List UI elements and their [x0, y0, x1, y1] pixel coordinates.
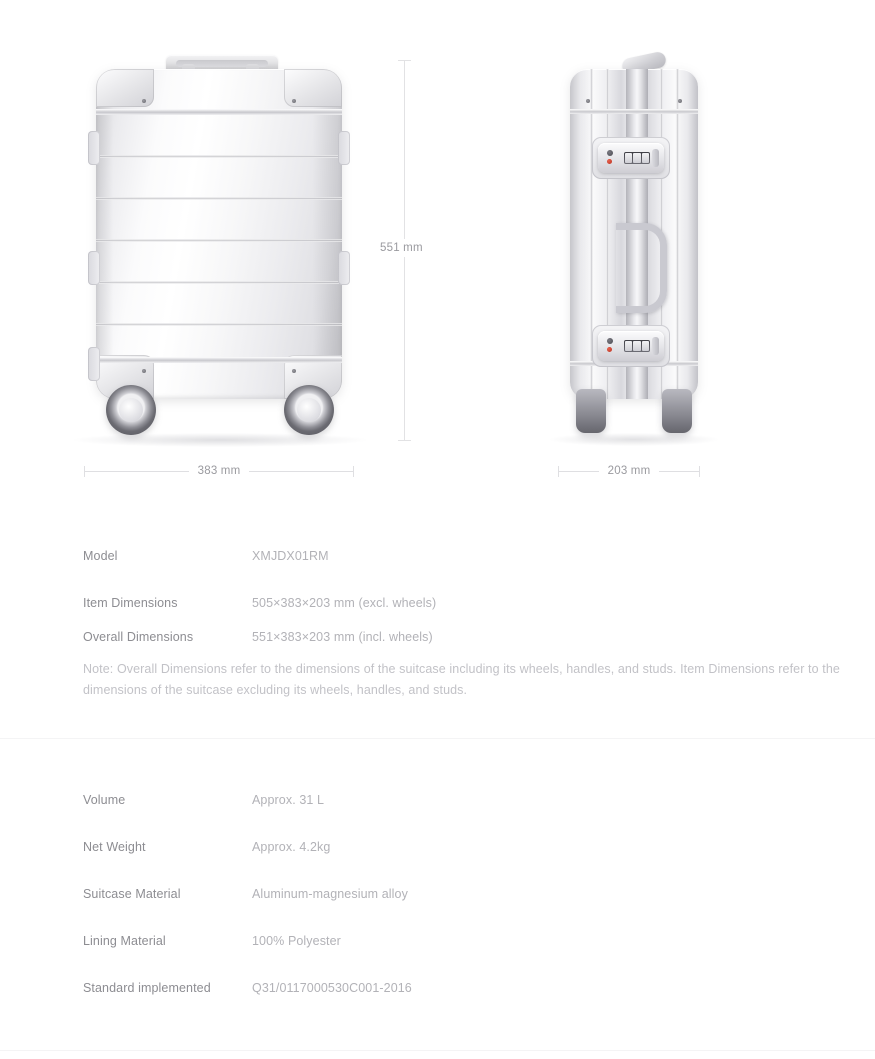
front-side-bumper [88, 251, 100, 285]
spec-value: 100% Polyester [252, 934, 341, 948]
lock-keyhole-icon [607, 150, 613, 156]
section-divider [0, 1050, 875, 1051]
front-side-bumper [88, 131, 100, 165]
front-rib [96, 155, 342, 158]
front-rib [96, 239, 342, 242]
spec-row [0, 980, 875, 997]
width-dimension-bar-left [85, 471, 189, 472]
spec-row [0, 839, 875, 856]
product-image-section [0, 0, 875, 500]
front-side-bumper [338, 251, 350, 285]
spec-value: 551×383×203 mm (incl. wheels) [252, 630, 433, 644]
side-rib [676, 69, 679, 399]
front-stud [142, 369, 146, 373]
front-frame-top [96, 109, 342, 115]
spec-row [0, 595, 875, 612]
width-dimension-label: 383 mm [197, 465, 241, 477]
height-dimension-label: 551 mm [378, 239, 425, 257]
spec-label: Standard implemented [83, 981, 211, 995]
lock-dials-icon [624, 340, 650, 352]
spec-label: Volume [83, 793, 126, 807]
lock-keyhole-icon [607, 338, 613, 344]
spec-label: Overall Dimensions [83, 630, 194, 644]
side-carry-handle-icon [616, 223, 667, 313]
side-view-shadow [550, 433, 718, 446]
spec-label: Item Dimensions [83, 596, 178, 610]
depth-dimension-callout [558, 463, 700, 479]
side-wheel-left [576, 389, 606, 433]
spec-value: XMJDX01RM [252, 549, 329, 563]
front-rib [96, 281, 342, 284]
spec-value: 505×383×203 mm (excl. wheels) [252, 596, 437, 610]
front-stud [292, 99, 296, 103]
lock-latch-grip-icon [652, 149, 659, 167]
spec-label: Model [83, 549, 118, 563]
side-stud [586, 99, 590, 103]
dimensions-note: Note: Overall Dimensions refer to the dimensions of the suitcase including its wheels, handles, and studs. Item Dimensions refer to the dimensions of the suitcase excluding its wheels, handles, and studs. [83, 662, 840, 697]
side-frame-top [570, 109, 698, 114]
front-view-shadow [74, 433, 366, 447]
specification-table-dimensions [0, 548, 875, 701]
height-dimension-tick-bottom [398, 440, 411, 441]
depth-dimension-bar-right [659, 471, 699, 472]
specification-table-materials [0, 792, 875, 997]
front-side-bumper [338, 131, 350, 165]
front-wheel-right [284, 385, 334, 435]
front-stud [142, 99, 146, 103]
spec-value: Approx. 31 L [252, 793, 325, 807]
side-stud [678, 99, 682, 103]
width-dimension-bar-right [249, 471, 353, 472]
suitcase-side-view [560, 55, 708, 445]
front-shell [96, 69, 342, 399]
spec-value: Aluminum-magnesium alloy [252, 887, 408, 901]
side-wheel-right [662, 389, 692, 433]
depth-dimension-label: 203 mm [607, 465, 651, 477]
depth-dimension-tick-right [699, 466, 700, 477]
front-stud [292, 369, 296, 373]
suitcase-front-view [88, 55, 350, 445]
spec-label: Net Weight [83, 840, 146, 854]
spec-row [0, 933, 875, 950]
lock-dials-icon [624, 152, 650, 164]
height-dimension-tick-top [398, 60, 411, 61]
front-wheel-left [106, 385, 156, 435]
lock-release-button-icon [607, 159, 612, 164]
spec-value: Approx. 4.2kg [252, 840, 331, 854]
spec-row [0, 792, 875, 809]
spec-label: Suitcase Material [83, 887, 181, 901]
depth-dimension-bar-left [559, 471, 599, 472]
spec-label: Lining Material [83, 934, 166, 948]
front-rib [96, 323, 342, 326]
front-side-bumper [88, 347, 100, 381]
spec-value: Q31/0117000530C001-2016 [252, 981, 412, 995]
front-rib [96, 197, 342, 200]
section-divider [0, 738, 875, 739]
spec-row [0, 548, 875, 565]
spec-row [0, 886, 875, 903]
front-frame-bottom [96, 357, 342, 363]
width-dimension-tick-right [353, 466, 354, 477]
lock-release-button-icon [607, 347, 612, 352]
spec-row [0, 629, 875, 646]
lock-latch-grip-icon [652, 337, 659, 355]
tsa-combination-lock-top [598, 143, 664, 173]
tsa-combination-lock-bottom [598, 331, 664, 361]
width-dimension-callout [84, 463, 354, 479]
